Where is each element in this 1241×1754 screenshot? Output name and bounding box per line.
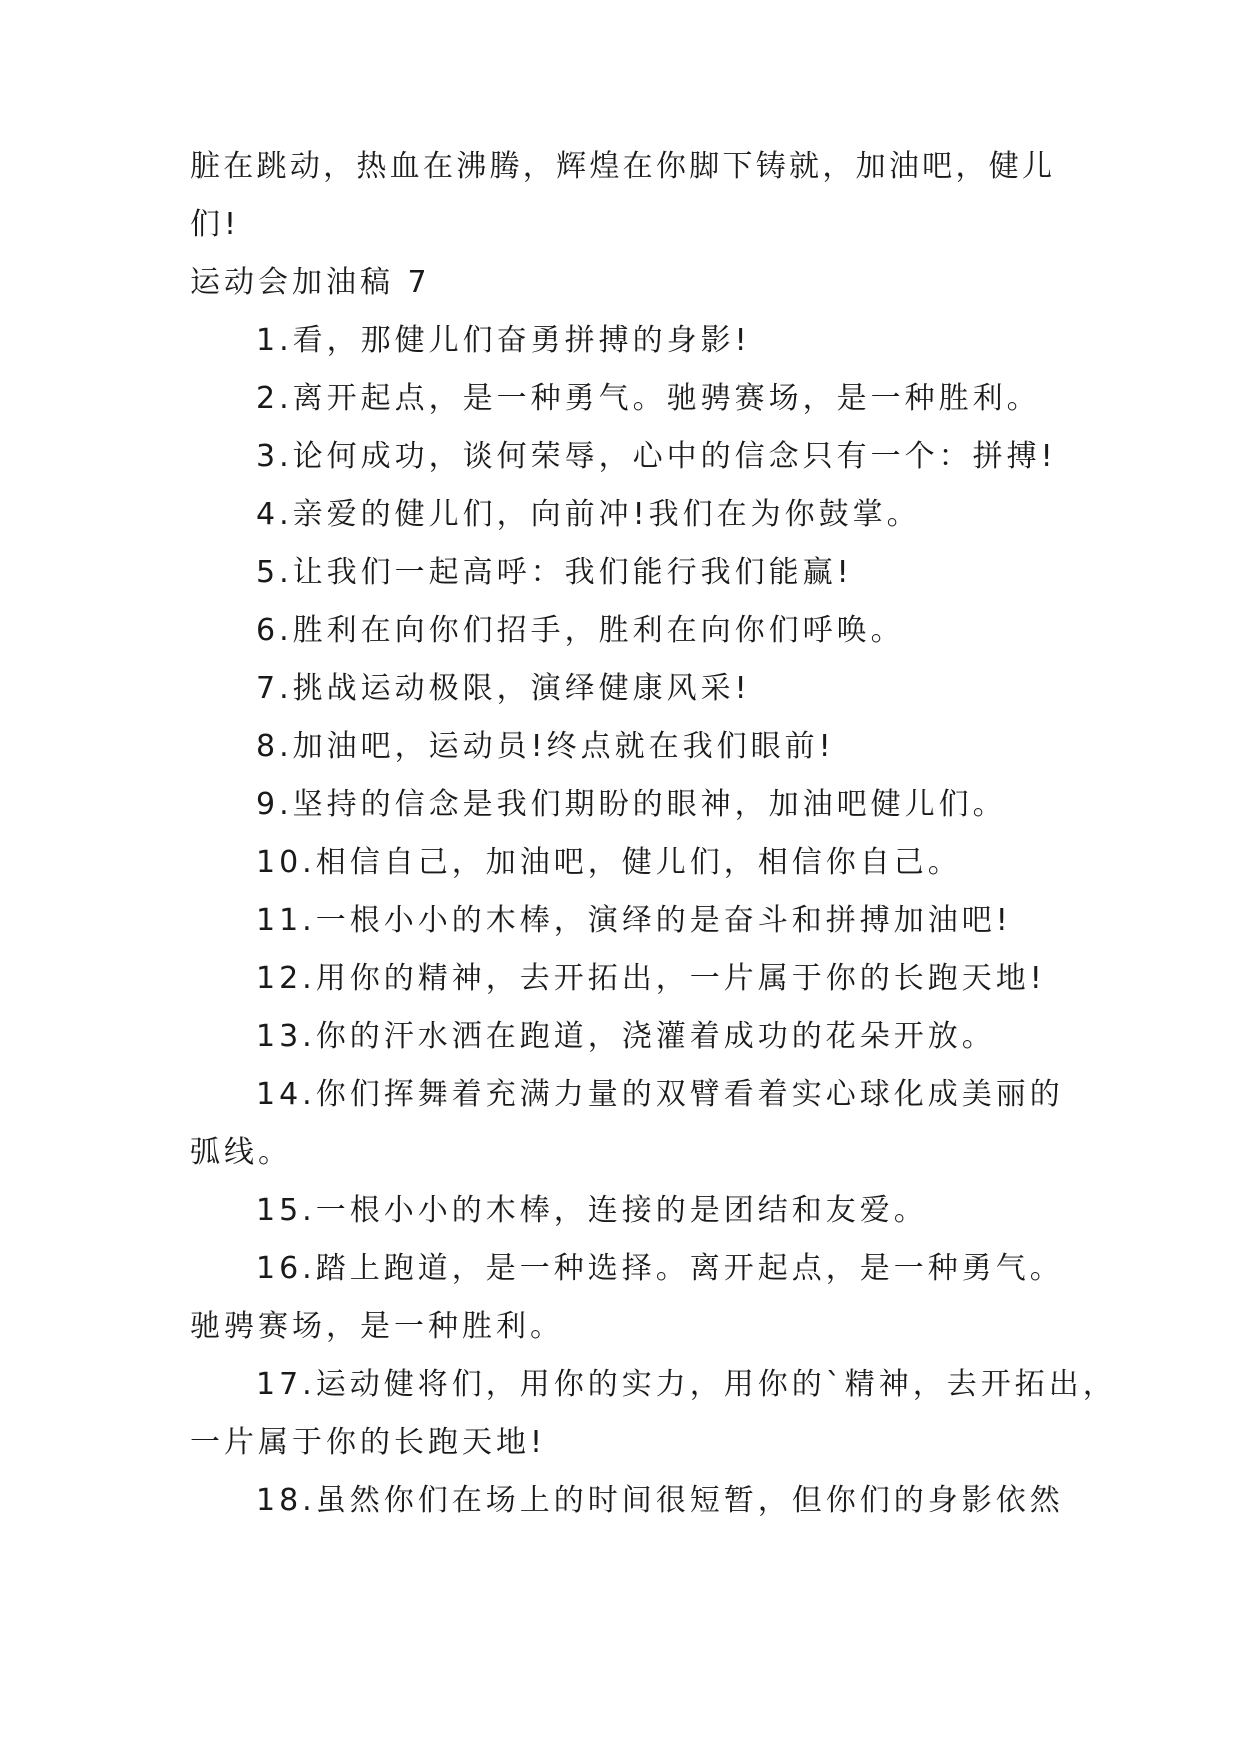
list-item-continuation: 一片属于你的长跑天地! (190, 1425, 547, 1460)
list-item: 5.让我们一起高呼：我们能行我们能赢! (256, 555, 853, 590)
list-item: 4.亲爱的健儿们，向前冲!我们在为你鼓掌。 (256, 497, 921, 532)
list-item: 1.看，那健儿们奋勇拼搏的身影! (256, 323, 751, 358)
list-item: 16.踏上跑道，是一种选择。离开起点，是一种勇气。 (256, 1251, 1064, 1286)
list-item: 2.离开起点，是一种勇气。驰骋赛场，是一种胜利。 (256, 381, 1041, 416)
list-item: 18.虽然你们在场上的时间很短暂，但你们的身影依然 (256, 1483, 1064, 1518)
list-item: 7.挑战运动极限，演绎健康风采! (256, 671, 751, 706)
list-item: 17.运动健将们，用你的实力，用你的`精神，去开拓出， (256, 1367, 1117, 1402)
list-item: 14.你们挥舞着充满力量的双臂看着实心球化成美丽的 (256, 1077, 1064, 1112)
list-item: 10.相信自己，加油吧，健儿们，相信你自己。 (256, 845, 962, 880)
paragraph-line: 们! (190, 207, 241, 242)
list-item: 6.胜利在向你们招手，胜利在向你们呼唤。 (256, 613, 905, 648)
list-item: 8.加油吧，运动员!终点就在我们眼前! (256, 729, 835, 764)
list-item-continuation: 弧线。 (190, 1135, 292, 1170)
list-item: 12.用你的精神，去开拓出，一片属于你的长跑天地! (256, 961, 1046, 996)
list-item-continuation: 驰骋赛场，是一种胜利。 (190, 1309, 564, 1344)
list-item: 11.一根小小的木棒，演绎的是奋斗和拼搏加油吧! (256, 903, 1012, 938)
section-title: 运动会加油稿 7 (190, 265, 431, 300)
list-item: 9.坚持的信念是我们期盼的眼神，加油吧健儿们。 (256, 787, 1007, 822)
list-item: 15.一根小小的木棒，连接的是团结和友爱。 (256, 1193, 928, 1228)
list-item: 3.论何成功，谈何荣辱，心中的信念只有一个：拼搏! (256, 439, 1057, 474)
list-item: 13.你的汗水洒在跑道，浇灌着成功的花朵开放。 (256, 1019, 996, 1054)
paragraph-line: 脏在跳动，热血在沸腾，辉煌在你脚下铸就，加油吧，健儿 (190, 149, 1052, 184)
